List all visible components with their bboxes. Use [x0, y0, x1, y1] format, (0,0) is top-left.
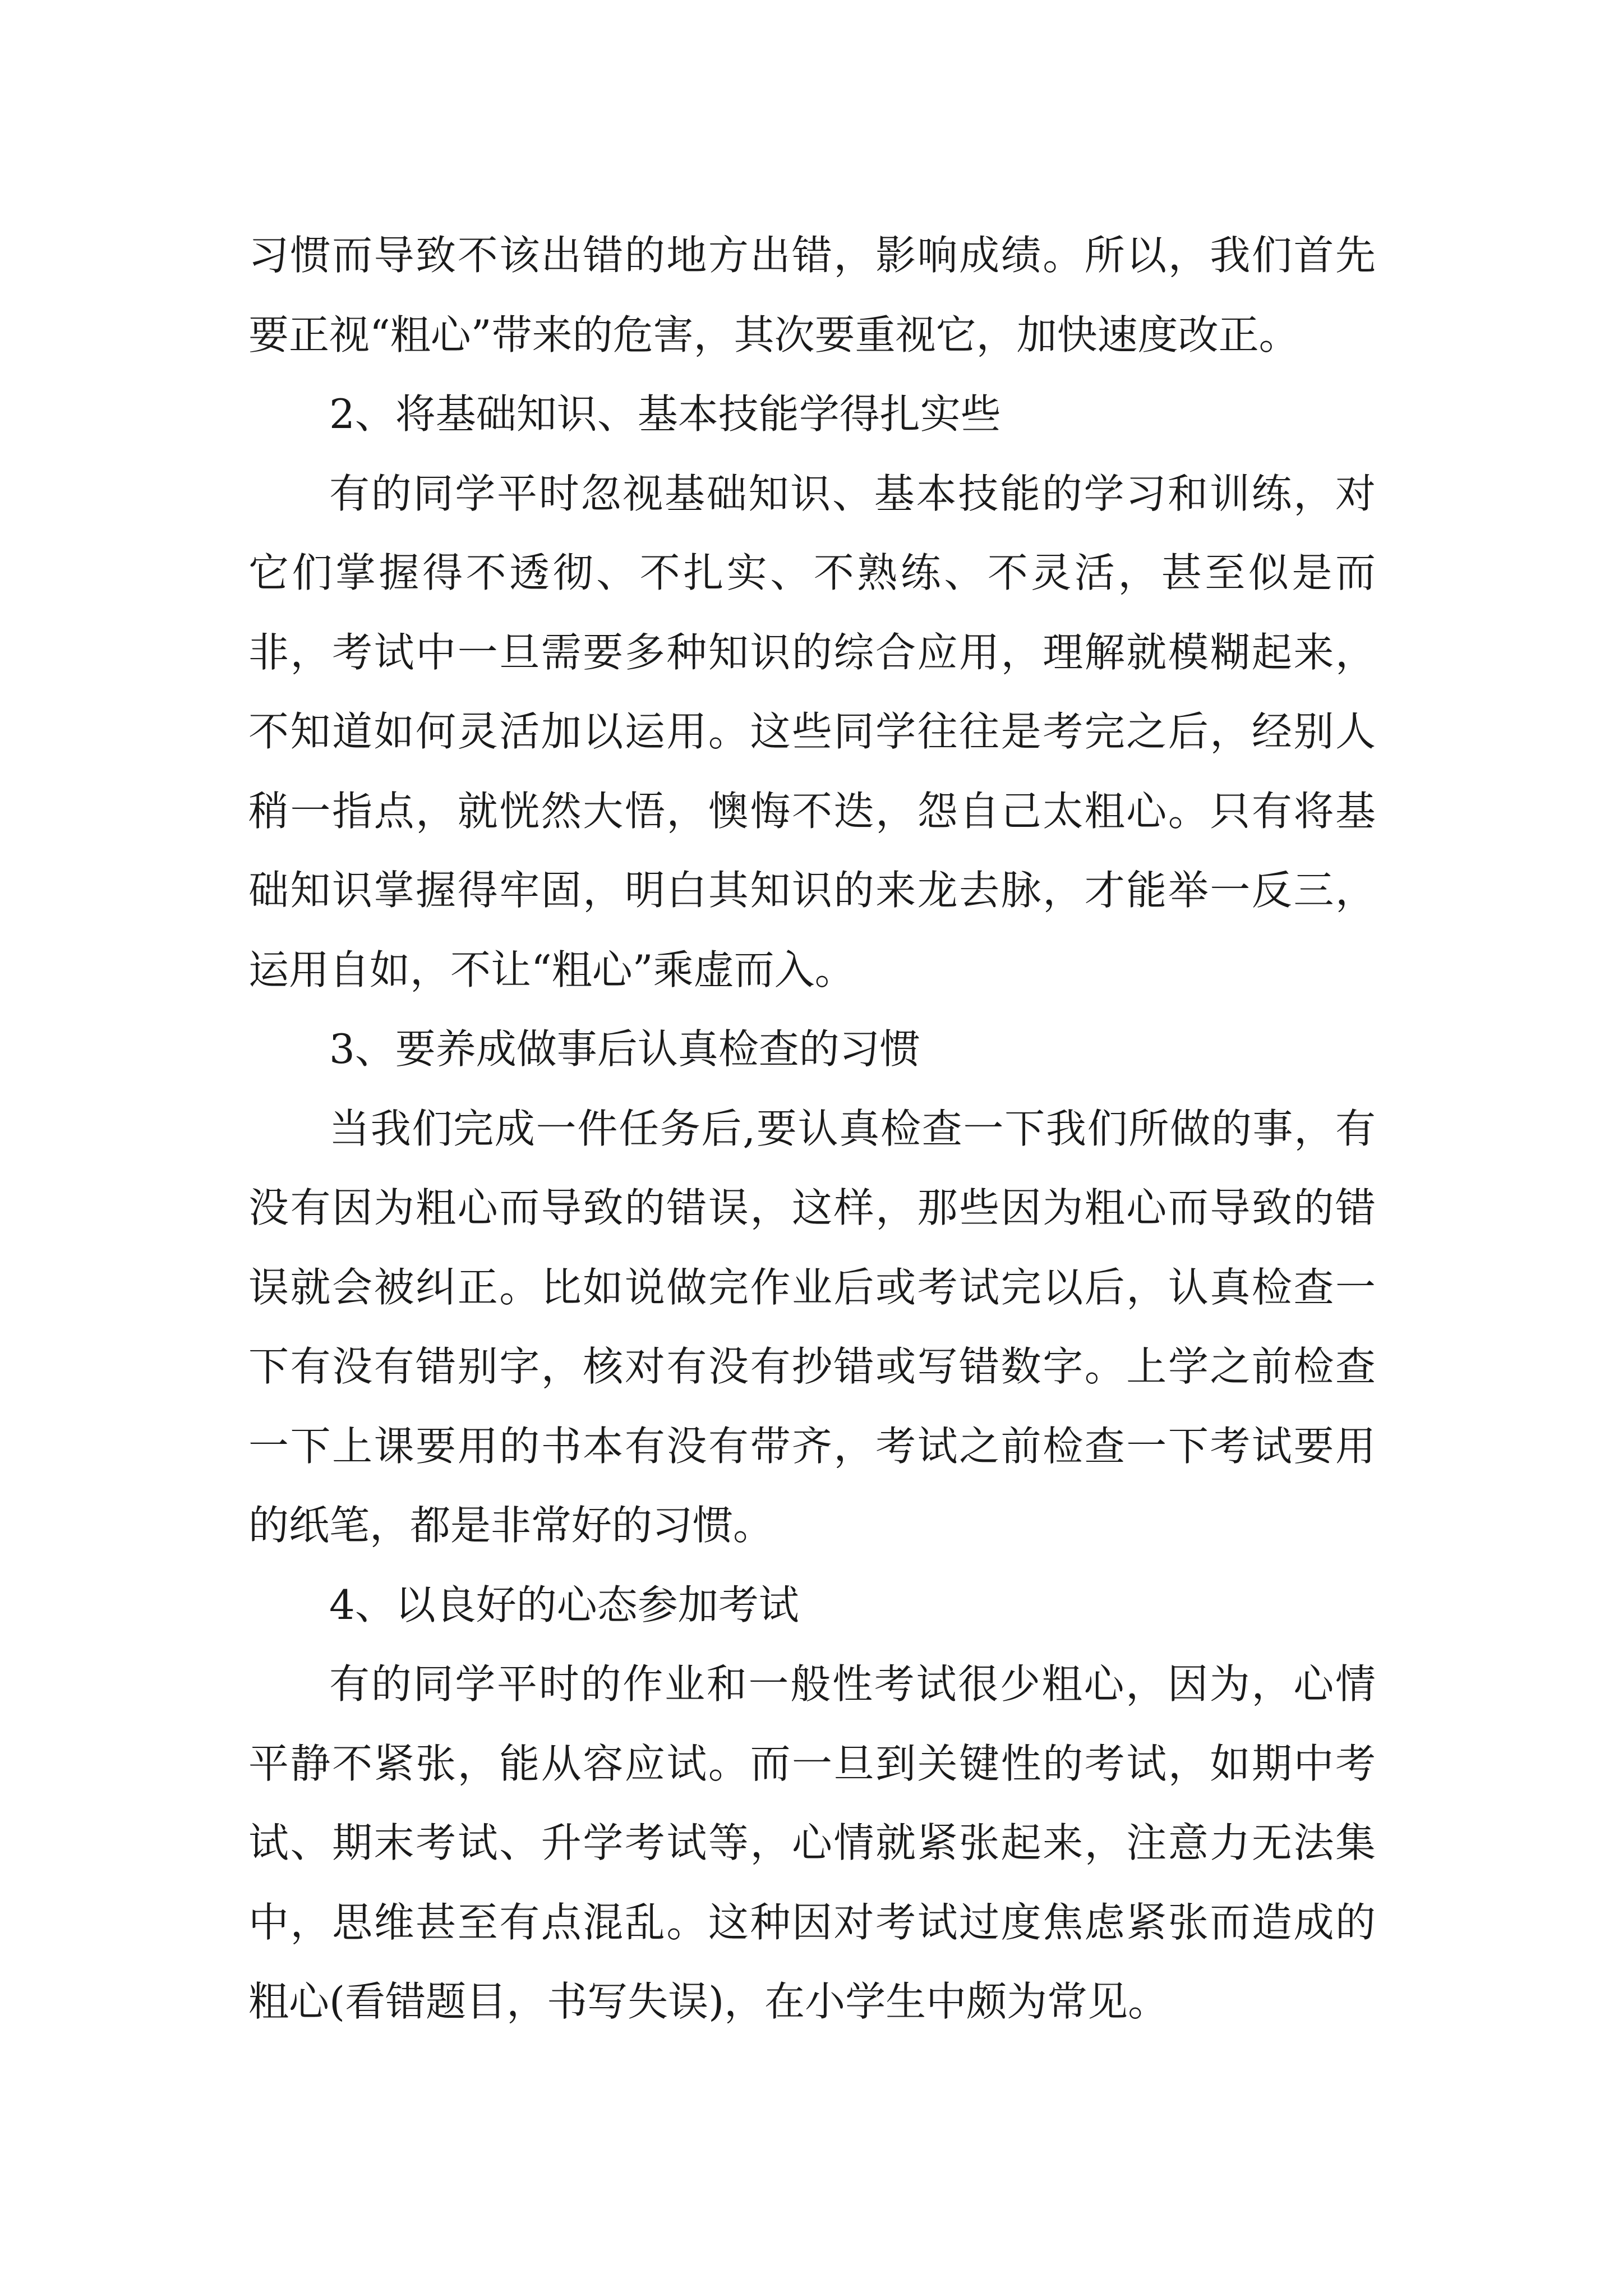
paragraph-basics: 有的同学平时忽视基础知识、基本技能的学习和训练，对它们掌握得不透彻、不扎实、不熟练、不灵活，甚至似是而非，考试中一旦需要多种知识的综合应用，理解就模糊起来，不知道如何灵活加以运用。这些同学往往是考完之后，经别人稍一指点，就恍然大悟，懊悔不迭，怨自己太粗心。只有将基础知识掌握得牢固，明白其知识的来龙去脉，才能举一反三，运用自如，不让“粗心”乘虚而入。	[248, 470, 1376, 993]
paragraph-continuation: 习惯而导致不该出错的地方出错，影响成绩。所以，我们首先要正视“粗心”带来的危害，其次要重视它，加快速度改正。	[248, 232, 1376, 358]
document-body	[248, 216, 1376, 2042]
paragraph-mindset: 有的同学平时的作业和一般性考试很少粗心，因为，心情平静不紧张，能从容应试。而一旦到关键性的考试，如期中考试、期末考试、升学考试等，心情就紧张起来，注意力无法集中，思维甚至有点混乱。这种因对考试过度焦虑紧张而造成的粗心(看错题目，书写失误)，在小学生中颇为常见。	[248, 1660, 1376, 2025]
section-heading-3: 3、要养成做事后认真检查的习惯	[329, 1025, 920, 1073]
paragraph-checking: 当我们完成一件任务后,要认真检查一下我们所做的事，有没有因为粗心而导致的错误，这样，那些因为粗心而导致的错误就会被纠正。比如说做完作业后或考试完以后，认真检查一下有没有错别字，核对有没有抄错或写错数字。上学之前检查一下上课要用的书本有没有带齐，考试之前检查一下考试要用的纸笔，都是非常好的习惯。	[248, 1105, 1376, 1549]
section-heading-4: 4、以良好的心态参加考试	[329, 1581, 799, 1628]
section-heading-2: 2、将基础知识、基本技能学得扎实些	[329, 390, 1001, 438]
